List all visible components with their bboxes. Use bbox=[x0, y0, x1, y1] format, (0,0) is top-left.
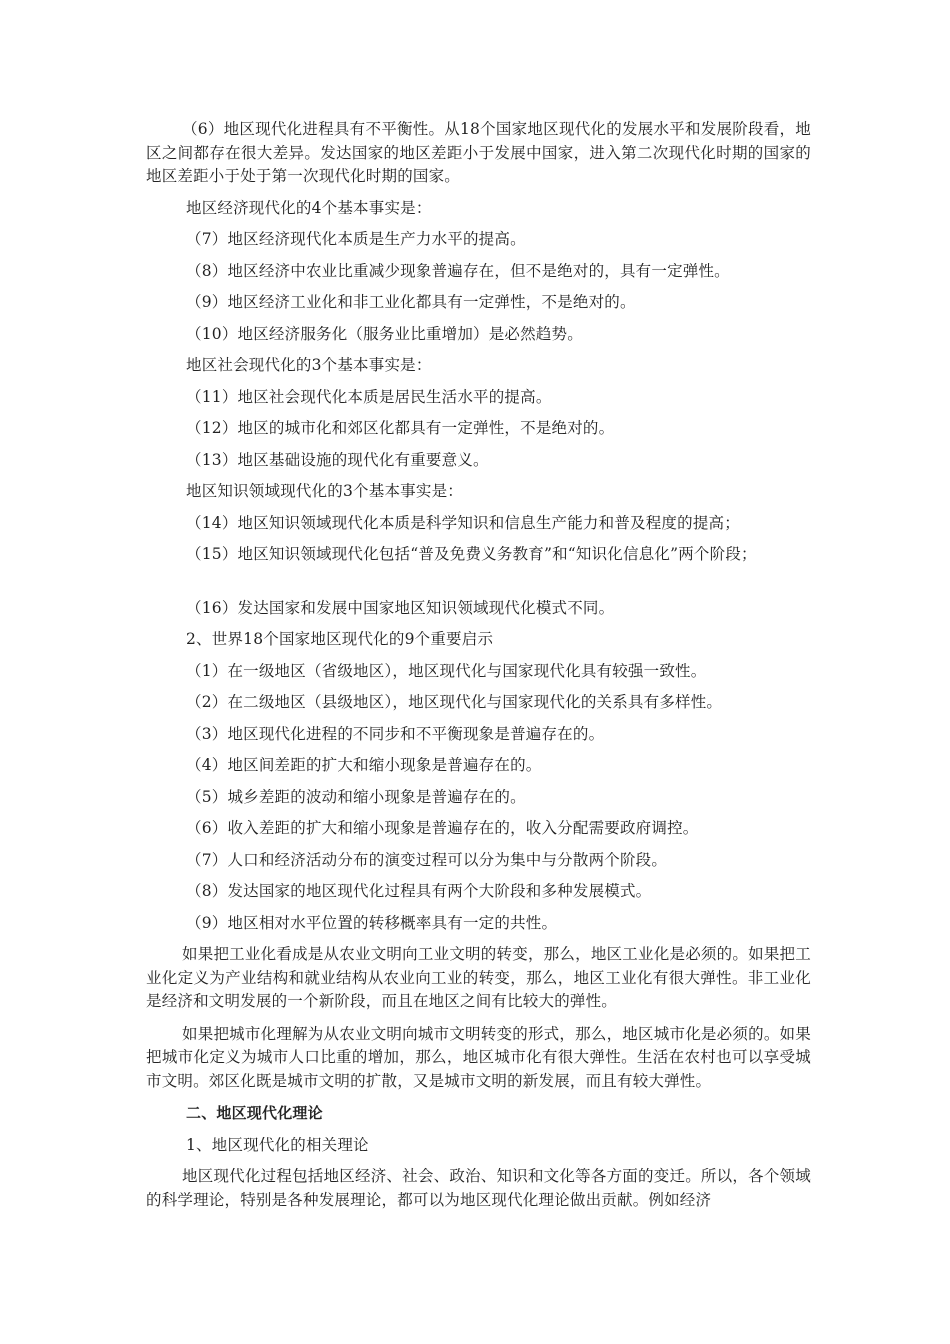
document-body bbox=[146, 118, 811, 1212]
fact-14: （14）地区知识领域现代化本质是科学知识和信息生产能力和普及程度的提高； bbox=[186, 513, 740, 532]
theory-paragraph: 地区现代化过程包括地区经济、社会、政治、知识和文化等各方面的变迁。所以，各个领域的科学理论，特别是各种发展理论，都可以为地区现代化理论做出贡献。例如经济 bbox=[146, 1167, 811, 1209]
fact-16: （16）发达国家和发展中国家地区知识领域现代化模式不同。 bbox=[186, 598, 615, 617]
paragraph-item-6: （6）地区现代化进程具有不平衡性。从18个国家地区现代化的发展水平和发展阶段看，地区之间都存在很大差异。发达国家的地区差距小于发展中国家，进入第二次现代化时期的国家的地区差距小于处于第一次现代化时期的国家。 bbox=[146, 120, 811, 185]
insight-4: （4）地区间差距的扩大和缩小现象是普遍存在的。 bbox=[186, 756, 542, 774]
section-theory-heading: 二、地区现代化理论 bbox=[186, 1104, 323, 1122]
insight-9: （9）地区相对水平位置的转移概率具有一定的共性。 bbox=[186, 913, 558, 932]
industrialization-paragraph: 如果把工业化看成是从农业文明向工业文明的转变，那么，地区工业化是必须的。如果把工业化定义为产业结构和就业结构从农业向工业的转变，那么，地区工业化有很大弹性。非工业化是经济和文明发展的一个新阶段，而且在地区之间有比较大的弹性。 bbox=[146, 945, 811, 1010]
fact-12: （12）地区的城市化和郊区化都具有一定弹性，不是绝对的。 bbox=[186, 419, 615, 437]
social-heading: 地区社会现代化的3个基本事实是： bbox=[186, 356, 432, 374]
insight-5: （5）城乡差距的波动和缩小现象是普遍存在的。 bbox=[186, 787, 526, 806]
fact-13: （13）地区基础设施的现代化有重要意义。 bbox=[186, 450, 489, 469]
insight-2: （2）在二级地区（县级地区），地区现代化与国家现代化的关系具有多样性。 bbox=[186, 693, 723, 711]
fact-9: （9）地区经济工业化和非工业化都具有一定弹性，不是绝对的。 bbox=[186, 293, 636, 311]
insight-3: （3）地区现代化进程的不同步和不平衡现象是普遍存在的。 bbox=[186, 724, 605, 743]
insight-8: （8）发达国家的地区现代化过程具有两个大阶段和多种发展模式。 bbox=[186, 882, 652, 900]
insight-7: （7）人口和经济活动分布的演变过程可以分为集中与分散两个阶段。 bbox=[186, 850, 668, 869]
econ-heading: 地区经济现代化的4个基本事实是： bbox=[186, 198, 432, 217]
fact-11: （11）地区社会现代化本质是居民生活水平的提高。 bbox=[186, 387, 552, 406]
fact-7: （7）地区经济现代化本质是生产力水平的提高。 bbox=[186, 230, 526, 248]
knowledge-heading: 地区知识领域现代化的3个基本事实是： bbox=[186, 482, 463, 500]
fact-10: （10）地区经济服务化（服务业比重增加）是必然趋势。 bbox=[186, 324, 583, 343]
insight-1: （1）在一级地区（省级地区），地区现代化与国家现代化具有较强一致性。 bbox=[186, 661, 707, 680]
insight-6: （6）收入差距的扩大和缩小现象是普遍存在的，收入分配需要政府调控。 bbox=[186, 819, 699, 837]
section-2-heading: 2、世界18个国家地区现代化的9个重要启示 bbox=[186, 630, 494, 648]
theory-subheading: 1、地区现代化的相关理论 bbox=[186, 1135, 369, 1154]
fact-15: （15）地区知识领域现代化包括“普及免费义务教育”和“知识化信息化”两个阶段； bbox=[186, 545, 757, 563]
urbanization-paragraph: 如果把城市化理解为从农业文明向城市文明转变的形式，那么，地区城市化是必须的。如果把城市化定义为城市人口比重的增加，那么，地区城市化有很大弹性。生活在农村也可以享受城市文明。郊区化既是城市文明的扩散，又是城市文明的新发展，而且有较大弹性。 bbox=[146, 1024, 811, 1090]
fact-8: （8）地区经济中农业比重减少现象普遍存在，但不是绝对的，具有一定弹性。 bbox=[186, 261, 730, 280]
